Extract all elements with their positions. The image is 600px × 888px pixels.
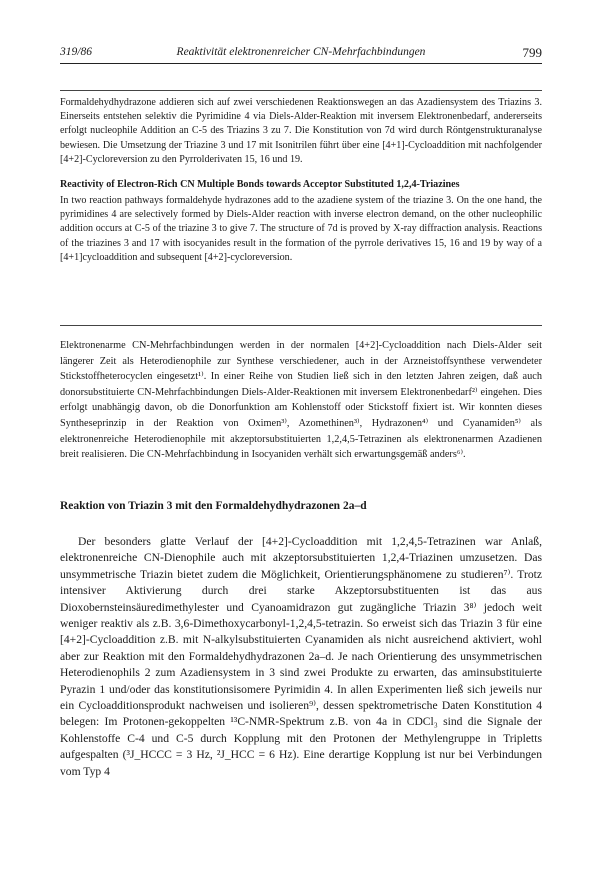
abstract-block xyxy=(60,96,542,265)
abstract-english-title: Reactivity of Electron-Rich CN Multiple Bonds towards Acceptor Substituted 1,2,4-Triazines xyxy=(60,179,460,191)
running-header xyxy=(60,46,542,62)
running-title: Reaktivität elektronenreicher CN-Mehrfachbindungen xyxy=(176,46,426,58)
body-paragraph: Der besonders glatte Verlauf der [4+2]-Cycloaddition mit 1,2,4,5-Tetrazinen war Anlaß, elektronenreiche CN-Dienophile auch mit akzeptorsubstituierten 1,2,4-Triazinen umzusetzen. Das unsymmetrische Triazin bietet zudem die Möglichkeit, Orientierungsphänomene zu studieren⁷⁾. Trotz intensiver Aktivierung durch drei starke Akzeptorsubstituenten ist das aus Dioxobernsteinsäuredimethylester und Cyanoamidrazon gut zugängliche Triazin 3⁸⁾ jedoch weit weniger reaktiv als z.B. 3,6-Dimethoxycarbonyl-1,2,4,5-tetrazin. So erweist sich das Triazin 3 für eine [4+2]-Cycloaddition z.B. mit N-alkylsubstituierten Cyanamiden als nicht ausreichend aktiviert, wohl aber zur Reaktion mit den Formaldehydhydrazonen 2a–d. Je nach Orientierung des unsymmetrischen Heterodienophils 2 zum Azadiensystem in 3 sind zwei Produkte zu erwarten, das aminsubstituierte Pyrazin 1 und/oder das konstitutionsisomere Pyrimidin 4. In allen Experimenten ließ sich jeweils nur ein Cycloadditionsprodukt nachweisen und isolieren⁹⁾, dessen spektrometrische Daten Konstitution 4 belegen: Im Protonen-gekoppelten ¹³C-NMR-Spektrum z.B. von 4a in CDCl₃ sind die Signale der Kohlenstoffe C-4 und C-5 durch Kopplung mit den Protonen der Methylengruppe in Tripletts aufgespalten (³J_HCCC = 3 Hz, ²J_HCC = 6 Hz). Eine derartige Kopplung ist nur bei Verbindungen vom Typ 4 xyxy=(60,535,542,778)
abstract-german: Formaldehydhydrazone addieren sich auf zwei verschiedenen Reaktionswegen an das Azadiensystem des Triazins 3. Einerseits entstehen selektiv die Pyrimidine 4 via Diels-Alder-Reaktion mit inversem Elektronenbedarf, andererseits erfolgt nucleophile Addition an C-5 des Triazins 3 zu 7. Die Konstitution von 7d wird durch Röntgenstrukturanalyse bewiesen. Die Umsetzung der Triazine 3 und 17 mit Isonitrilen führt über eine [4+1]-Cycloaddition mit nachfolgender [4+2]-Cycloreversion zu den Pyrrolderivaten 15, 16 und 19. xyxy=(60,97,542,165)
header-rule xyxy=(60,63,542,64)
abstract-bottom-rule xyxy=(60,325,542,326)
page-number: 799 xyxy=(522,45,542,60)
journal-issue-number: 319/86 xyxy=(60,46,92,58)
introduction-paragraph: Elektronenarme CN-Mehrfachbindungen werden in der normalen [4+2]-Cycloaddition nach Diels-Alder seit längerer Zeit als Heterodienophile zur Synthese verschiedener, auch in der Arzneistoffsynthese verwendeter Stickstoffheterocyclen eingesetzt¹⁾. In einer Reihe von Studien ließ sich in den letzten Jahren zeigen, daß auch donorsubstituierte CN-Mehrfachbindungen Diels-Alder-Reaktionen mit inversem Elektronenbedarf²⁾ eingehen. Dies erfolgt unabhängig davon, ob die Donorfunktion am Kohlenstoff oder Stickstoff fixiert ist. Wir konnten dieses Syntheseprinzip in der Reaktion von Oximen³⁾, Azomethinen³⁾, Hydrazonen⁴⁾ und Cyanamiden⁵⁾ als elektronenreiche Heterodienophile mit akzeptorsubstituierten 1,2,4,5-Tetrazinen als elektronenarmen Azadienen breit realisieren. Die CN-Mehrfachbindung in Isocyaniden verhält sich erwartungsgemäß anders⁶⁾. xyxy=(60,340,542,461)
abstract-top-rule xyxy=(60,90,542,91)
abstract-english: In two reaction pathways formaldehyde hydrazones add to the azadiene system of the triazine 3. On the one hand, the pyrimidines 4 are selectively formed by Diels-Alder reaction with inverse electron demand, on the other nucleophilic addition occurs at C-5 of the triazine 3 to give 7. The structure of 7d is proved by X-ray diffraction analysis. Reactions of the triazines 3 and 17 with isocyanides result in the formation of the pyrrole derivatives 15, 16 and 19 by way of a [4+1]cycloaddition and subsequent [4+2]-cycloreversion. xyxy=(60,195,542,263)
section-heading: Reaktion von Triazin 3 mit den Formaldehydhydrazonen 2a–d xyxy=(60,500,367,512)
